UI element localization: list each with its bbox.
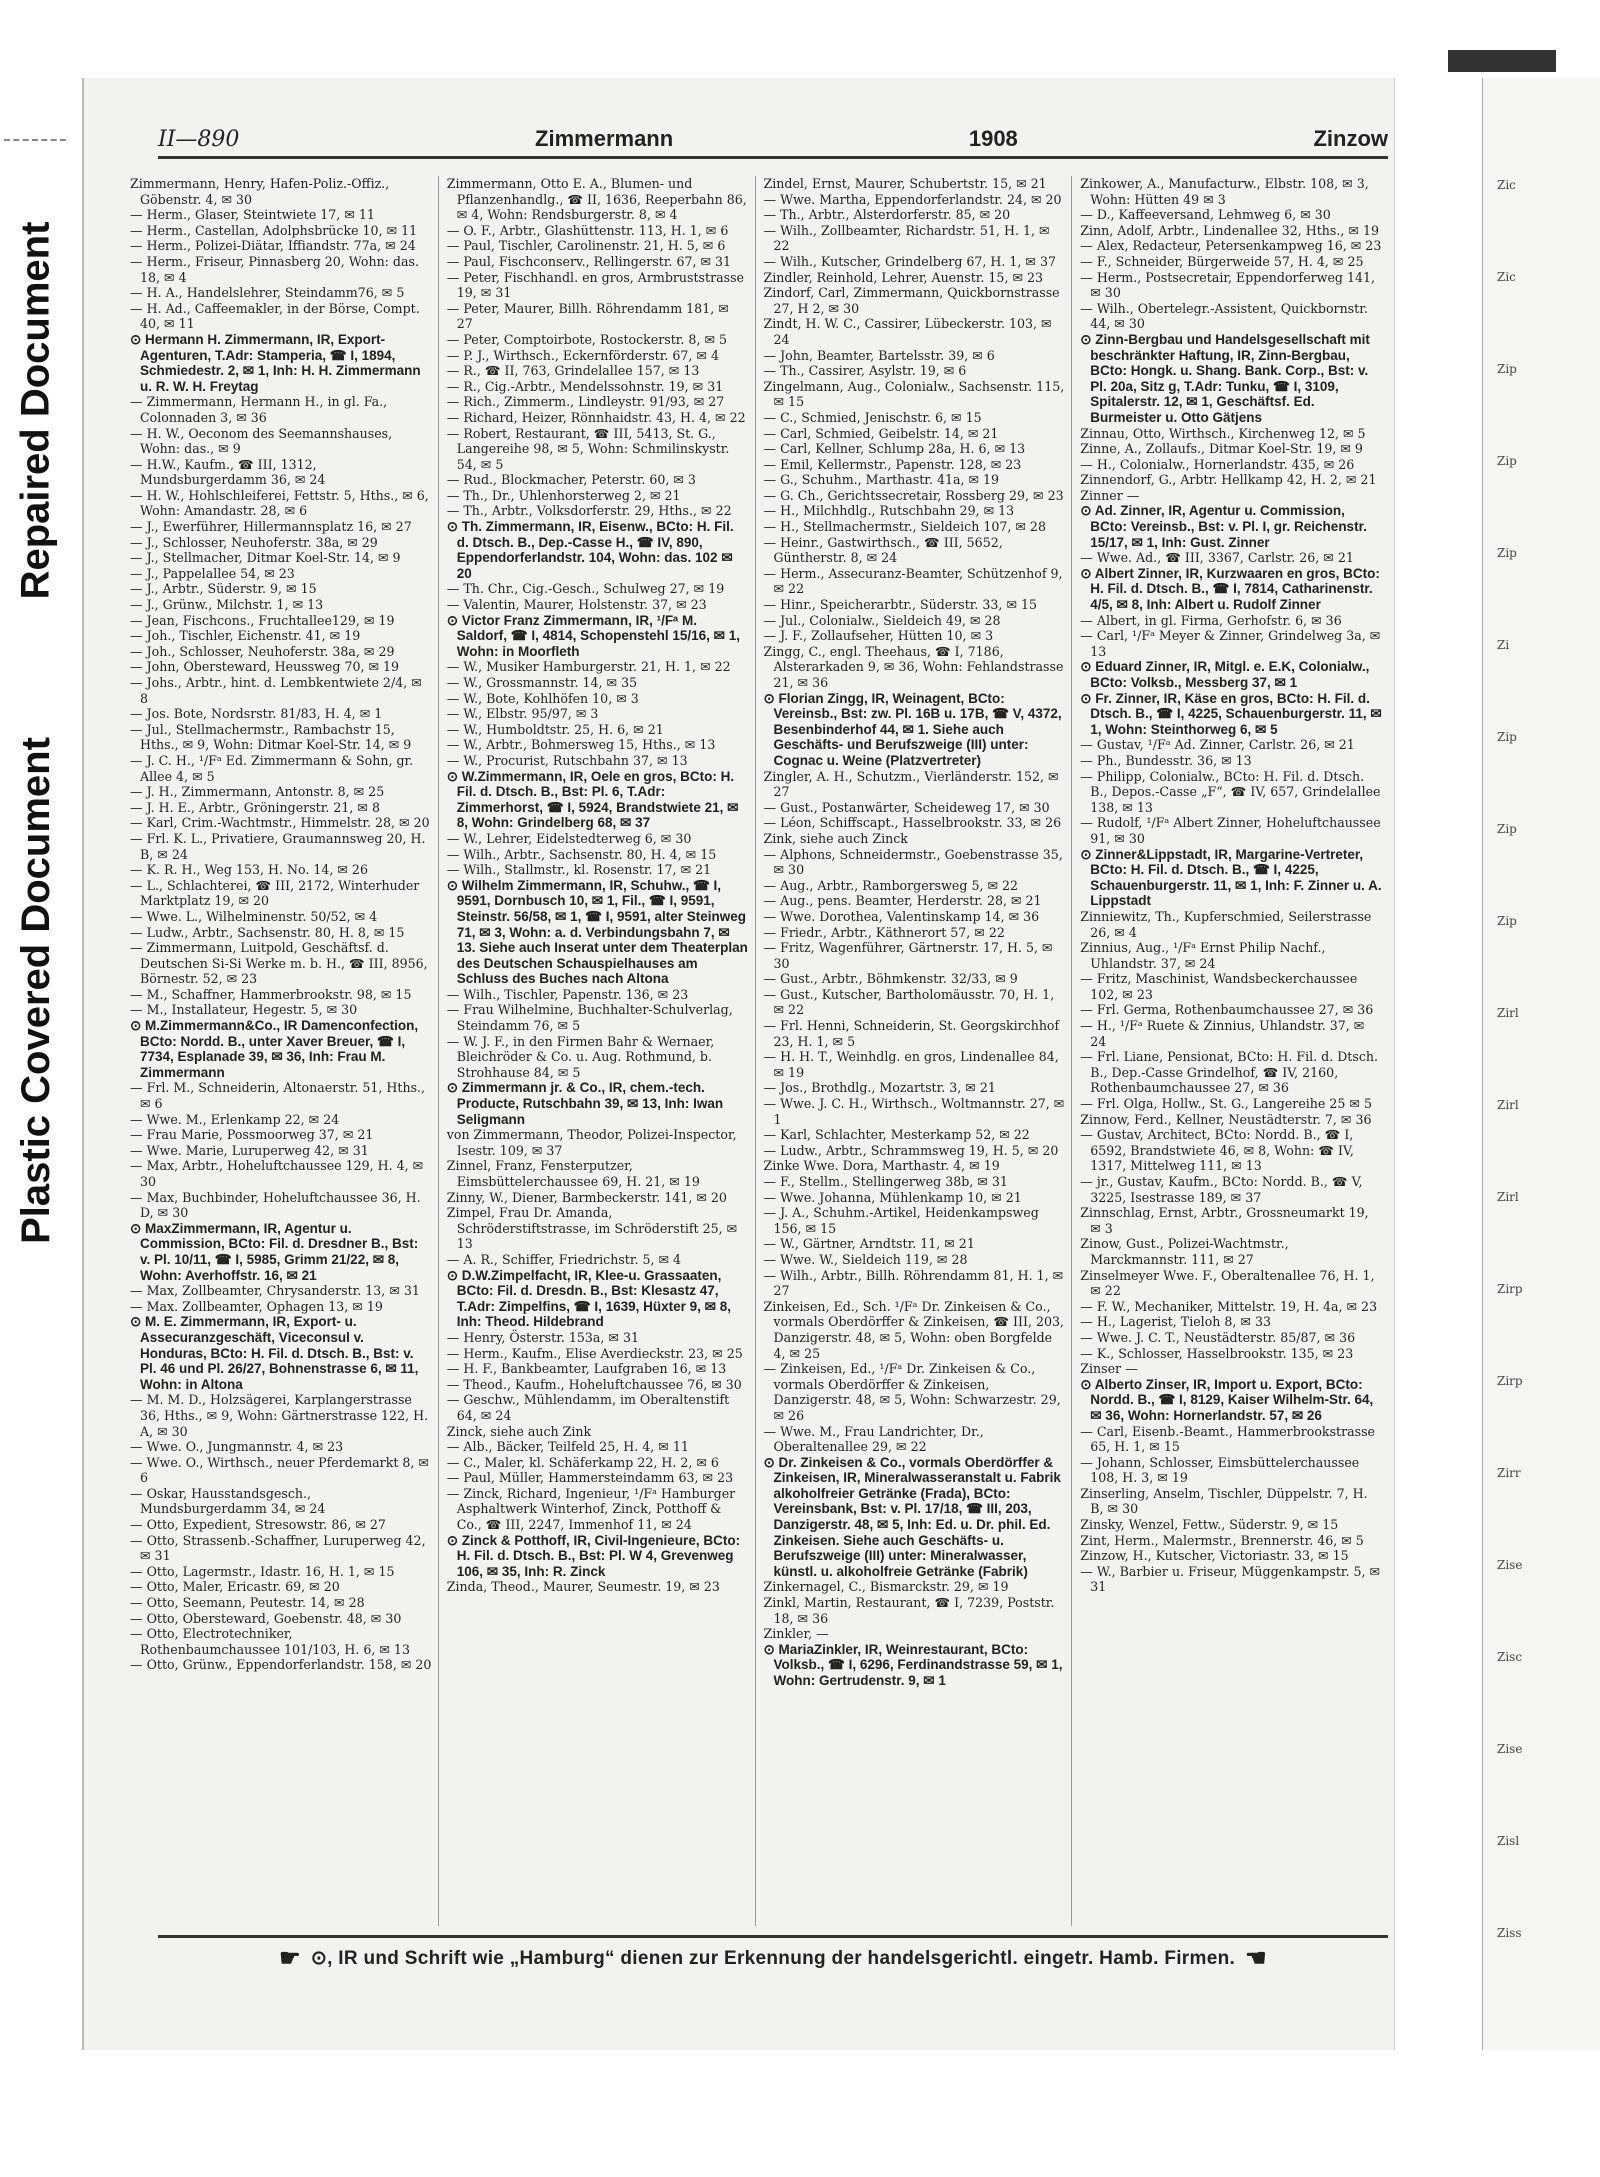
directory-entry: — A. R., Schiffer, Friedrichstr. 5, ✉ 4	[446, 1251, 682, 1267]
directory-entry: — Ludw., Arbtr., Schrammsweg 19, H. 5, ✉ 20	[763, 1142, 1059, 1158]
directory-entry: — Wwe. W., Sieldeich 119, ✉ 28	[763, 1251, 968, 1267]
directory-entry: Zink, siehe auch Zinck	[763, 830, 908, 846]
directory-entry: Zinserling, Anselm, Tischler, Düppelstr. 7, H. B, ✉ 30	[1080, 1485, 1368, 1517]
firm-entry: ⊙ MaxZimmermann, IR, Agentur u. Commission, BCto: Fil. d. Dresdner B., Bst: v. Pl. 10/11, ☎ I, 5985, Grimm 21/22, ✉ 8, Wohn: Averhoffstr. 16, ✉ 21	[130, 1220, 419, 1283]
directory-entry: Zint, Herm., Malermstr., Brennerstr. 46, ✉ 5	[1080, 1532, 1364, 1548]
adjacent-page-fragment: Zirp	[1497, 1374, 1523, 1388]
page-footer	[158, 1935, 1388, 1978]
adjacent-page-fragment: Zic	[1497, 178, 1516, 192]
adjacent-page-fragment: Zise	[1497, 1742, 1523, 1756]
directory-entry: — Otto, Expedient, Stresowstr. 86, ✉ 27	[130, 1517, 386, 1533]
directory-entry: — Peter, Maurer, Billh. Röhrendamm 181, ✉ 27	[446, 300, 729, 332]
directory-entry: — Otto, Seemann, Peutestr. 14, ✉ 28	[130, 1595, 365, 1611]
directory-entry: — Karl, Crim.-Wachtmstr., Himmelstr. 28, ✉ 20	[130, 815, 430, 831]
directory-entry: — W., Procurist, Rutschbahn 37, ✉ 13	[446, 752, 688, 768]
adjacent-page-fragment: Zip	[1497, 362, 1517, 376]
directory-entry: — Heinr., Gastwirthsch., ☎ III, 5652, Güntherstr. 8, ✉ 24	[763, 534, 1003, 566]
directory-entry: — K. R. H., Weg 153, H. No. 14, ✉ 26	[130, 862, 368, 878]
directory-entry: — Joh., Tischler, Eichenstr. 41, ✉ 19	[130, 628, 361, 644]
directory-entry: — Henry, Österstr. 153a, ✉ 31	[446, 1329, 639, 1345]
directory-entry: — H., Milchhdlg., Rutschbahn 29, ✉ 13	[763, 503, 1015, 519]
directory-entry: — Zimmermann, Luitpold, Geschäftsf. d. Deutschen Si-Si Werke m. b. H., ☎ III, 8956, Börnestr. 52, ✉ 23	[130, 940, 428, 987]
firm-entry: ⊙ M. E. Zimmermann, IR, Export- u. Assecuranzgeschäft, Viceconsul v. Honduras, BCto: H. Fil. d. Dtsch. B., Bst: v. Pl. 46 und Pl. 26/27, Bohnenstrasse 6, ✉ 11, Wohn: in Altona	[130, 1314, 419, 1392]
directory-entry: Zinkler, —	[763, 1626, 829, 1642]
directory-entry: — J. F., Zollaufseher, Hütten 10, ✉ 3	[763, 628, 994, 644]
directory-entry: — Wwe. O., Jungmannstr. 4, ✉ 23	[130, 1439, 344, 1455]
directory-entry: — Wwe. M., Frau Landrichter, Dr., Oberaltenallee 29, ✉ 22	[763, 1423, 984, 1455]
directory-entry: — Wilh., Stallmstr., kl. Rosenstr. 17, ✉ 21	[446, 862, 712, 878]
directory-entry: — Herm., Kaufm., Elise Averdieckstr. 23, ✉ 25	[446, 1345, 743, 1361]
directory-entry: — H., ¹/Fᵃ Ruete & Zinnius, Uhlandstr. 37, ✉ 24	[1080, 1018, 1365, 1049]
firm-entry: ⊙ Hermann H. Zimmermann, IR, Export-Agenturen, T.Adr: Stamperia, ☎ I, 1894, Schmiedestr. 2, ✉ 1, Inh: H. H. Zimmermann u. R. W. H. Freytag	[130, 331, 421, 394]
directory-columns	[130, 176, 1388, 1926]
column-4	[1080, 176, 1388, 1926]
directory-entry: — F., Schneider, Bürgerweide 57, H. 4, ✉ 25	[1080, 253, 1364, 269]
directory-entry: Zimmermann, Henry, Hafen-Poliz.-Offiz., Göbenstr. 4, ✉ 30	[130, 176, 390, 207]
directory-entry: — Alb., Bäcker, Teilfeld 25, H. 4, ✉ 11	[446, 1439, 689, 1455]
directory-entry: Zinselmeyer Wwe. F., Oberaltenallee 76, H. 1, ✉ 22	[1080, 1267, 1375, 1299]
directory-entry: Zimpel, Frau Dr. Amanda, Schröderstiftstrasse, im Schröderstift 25, ✉ 13	[446, 1205, 738, 1252]
directory-entry: — Zinck, Richard, Ingenieur, ¹/Fᵃ Hamburger Asphaltwerk Winterhof, Zinck, Potthoff & Co., ☎ III, 2247, Immenhof 11, ✉ 24	[446, 1485, 736, 1533]
directory-entry: — John, Obersteward, Heussweg 70, ✉ 19	[130, 659, 400, 675]
directory-entry: — W., Elbstr. 95/97, ✉ 3	[446, 706, 599, 722]
directory-entry: — Wilh., Tischler, Papenstr. 136, ✉ 23	[446, 986, 689, 1002]
directory-entry: — Gust., Postanwärter, Scheideweg 17, ✉ 30	[763, 799, 1050, 815]
directory-entry: — Max. Zollbeamter, Ophagen 13, ✉ 19	[130, 1298, 383, 1314]
directory-entry: — Carl, Eisenb.-Beamt., Hammerbrookstrasse 65, H. 1, ✉ 15	[1080, 1423, 1375, 1455]
firm-entry: ⊙ MariaZinkler, IR, Weinrestaurant, BCto: Volksb., ☎ I, 6296, Ferdinandstrasse 59, ✉ 1, Wohn: Gertrudenstr. 9, ✉ 1	[763, 1641, 1063, 1688]
directory-entry: — W. J. F., in den Firmen Bahr & Wernaer, Bleichröder & Co. u. Aug. Rothmund, b. Strohhause 84, ✉ 5	[446, 1033, 715, 1080]
directory-entry: Zinkeisen, Ed., Sch. ¹/Fᵃ Dr. Zinkeisen & Co., vormals Oberdörffer & Zinkeisen, ☎ III, 203, Danzigerstr. 48, ✉ 5, Wohn: oben Borgfelde 4, ✉ 25	[763, 1298, 1065, 1361]
repaired-document-text: Repaired Document	[13, 221, 58, 599]
adjacent-page-fragment: Zisc	[1497, 1650, 1523, 1664]
firm-entry: ⊙ W.Zimmermann, IR, Oele en gros, BCto: H. Fil. d. Dtsch. B., Bst: Pl. 6, T.Adr: Zimmerhorst, ☎ I, 5924, Brandstwiete 21, ✉ 8, Wohn: Grindelberg 68, ✉ 37	[446, 768, 739, 831]
repaired-document-label	[4, 150, 68, 670]
directory-entry: Zinner —	[1080, 487, 1140, 503]
directory-entry: — Joh., Schlosser, Neuhoferstr. 38a, ✉ 29	[130, 643, 395, 659]
directory-entry: — Herm., Postsecretair, Eppendorferweg 141, ✉ 30	[1080, 269, 1376, 301]
adjacent-page-fragment: Zip	[1497, 546, 1517, 560]
directory-entry: — Th. Chr., Cig.-Gesch., Schulweg 27, ✉ 19	[446, 581, 725, 597]
directory-entry: Zingg, C., engl. Theehaus, ☎ I, 7186, Alsterarkaden 9, ✉ 36, Wohn: Fehlandstrasse 21, ✉ 36	[763, 643, 1064, 690]
directory-entry: — Fritz, Wagenführer, Gärtnerstr. 17, H. 5, ✉ 30	[763, 940, 1053, 971]
directory-entry: Zinck, siehe auch Zink	[446, 1423, 592, 1439]
directory-entry: — Wilh., Zollbeamter, Richardstr. 51, H. 1, ✉ 22	[763, 222, 1050, 254]
directory-entry: — H. F., Bankbeamter, Laufgraben 16, ✉ 13	[446, 1361, 727, 1377]
directory-entry: — Oskar, Hausstandsgesch., Mundsburgerdamm 34, ✉ 24	[130, 1485, 326, 1517]
directory-entry: — Herm., Castellan, Adolphsbrücke 10, ✉ 11	[130, 222, 418, 238]
directory-entry: Zinke Wwe. Dora, Marthastr. 4, ✉ 19	[763, 1158, 1000, 1174]
directory-entry: — Emil, Kellermstr., Papenstr. 128, ✉ 23	[763, 456, 1022, 472]
directory-entry: — Wwe. L., Wilhelminenstr. 50/52, ✉ 4	[130, 908, 378, 924]
directory-entry: — Frl. Henni, Schneiderin, St. Georgskirchhof 23, H. 1, ✉ 5	[763, 1018, 1060, 1049]
page-number: II—890	[158, 127, 240, 152]
directory-entry: — Theod., Kaufm., Hoheluftchaussee 76, ✉ 30	[446, 1376, 742, 1392]
directory-entry: — R., Cig.-Arbtr., Mendelssohnstr. 19, ✉ 31	[446, 378, 724, 394]
plastic-covered-document-text: Plastic Covered Document	[13, 736, 58, 1244]
adjacent-page-fragment: Zirr	[1497, 1466, 1521, 1480]
directory-entry: — Th., Arbtr., Volksdorferstr. 29, Hths., ✉ 22	[446, 503, 732, 519]
directory-entry: — H. W., Oeconom des Seemannshauses, Wohn: das., ✉ 9	[130, 425, 393, 457]
directory-entry: Zinnau, Otto, Wirthsch., Kirchenweg 12, ✉ 5	[1080, 425, 1366, 441]
directory-entry: — Otto, Electrotechniker, Rothenbaumchaussee 101/103, H. 6, ✉ 13	[130, 1626, 410, 1657]
column-1	[130, 176, 439, 1926]
directory-entry: — H.W., Kaufm., ☎ III, 1312, Mundsburgerdamm 36, ✉ 24	[130, 456, 326, 488]
directory-entry: — Otto, Obersteward, Goebenstr. 48, ✉ 30	[130, 1610, 402, 1626]
adjacent-page-fragment: Zic	[1497, 270, 1516, 284]
directory-entry: — J. A., Schuhm.-Artikel, Heidenkampsweg 156, ✉ 15	[763, 1205, 1039, 1236]
directory-entry: — W., Musiker Hamburgerstr. 21, H. 1, ✉ 22	[446, 659, 731, 675]
directory-entry: Zinda, Theod., Maurer, Seumestr. 19, ✉ 23	[446, 1579, 720, 1595]
directory-entry: — F., Stellm., Stellingerweg 38b, ✉ 31	[763, 1174, 1008, 1189]
directory-entry: — Jul., Colonialw., Sieldeich 49, ✉ 28	[763, 612, 1001, 628]
directory-entry: — Jos. Bote, Nordsrstr. 81/83, H. 4, ✉ 1	[130, 706, 383, 722]
page-header	[158, 122, 1388, 159]
directory-entry: — Gustav, ¹/Fᵃ Ad. Zinner, Carlstr. 26, ✉ 21	[1080, 737, 1355, 753]
directory-entry: — Wilh., Arbtr., Sachsenstr. 80, H. 4, ✉ 15	[446, 846, 717, 862]
adjacent-page-edge	[1482, 78, 1600, 2050]
adjacent-page-fragment: Ziss	[1497, 1926, 1522, 1940]
directory-entry: — J., Stellmacher, Ditmar Koel-Str. 14, ✉ 9	[130, 550, 401, 566]
directory-entry: — Gust., Arbtr., Böhmkenstr. 32/33, ✉ 9	[763, 971, 1018, 987]
directory-entry: — Wilh., Kutscher, Grindelberg 67, H. 1, ✉ 37	[763, 253, 1057, 269]
directory-entry: — John, Beamter, Bartelsstr. 39, ✉ 6	[763, 347, 995, 363]
adjacent-page-fragment: Zip	[1497, 730, 1517, 744]
scan-margin-line	[4, 139, 66, 141]
directory-entry: — J. H., Zimmermann, Antonstr. 8, ✉ 25	[130, 784, 385, 800]
plastic-covered-document-label	[4, 720, 68, 1260]
directory-entry: — Herm., Polizei-Diätar, Iffiandstr. 77a, ✉ 24	[130, 238, 416, 254]
directory-entry: — Johann, Schlosser, Eimsbüttelerchaussee 108, H. 3, ✉ 19	[1080, 1454, 1360, 1486]
directory-entry: — Friedr., Arbtr., Käthnerort 57, ✉ 22	[763, 924, 1005, 940]
directory-entry: — J., Pappelallee 54, ✉ 23	[130, 565, 295, 581]
adjacent-page-fragment: Zisl	[1497, 1834, 1520, 1848]
directory-entry: — Frau Marie, Possmoorweg 37, ✉ 21	[130, 1127, 374, 1143]
directory-entry: — W., Gärtner, Arndtstr. 11, ✉ 21	[763, 1236, 975, 1252]
directory-entry: — R., ☎ II, 763, Grindelallee 157, ✉ 13	[446, 363, 700, 379]
directory-entry: — Wwe. O., Wirthsch., neuer Pferdemarkt 8, ✉ 6	[130, 1454, 429, 1486]
firm-entry: ⊙ Victor Franz Zimmermann, IR, ¹/Fᵃ M. Saldorf, ☎ I, 4814, Schopenstehl 15/16, ✉ 1, Wohn: in Moorfleth	[446, 612, 740, 659]
directory-entry: — Gustav, Architect, BCto: Nordd. B., ☎ I, 6592, Brandstwiete 46, ✉ 8, Wohn: ☎ IV, 1317, Mittelweg 111, ✉ 13	[1080, 1127, 1354, 1174]
firm-entry: ⊙ Ad. Zinner, IR, Agentur u. Commission, BCto: Vereinsb., Bst: v. Pl. I, gr. Reichenstr. 15/17, ✉ 1, Inh: Gust. Zinner	[1080, 503, 1367, 550]
directory-entry: Zindel, Ernst, Maurer, Schubertstr. 15, ✉ 21	[763, 176, 1047, 191]
directory-entry: Zinne, A., Zollaufs., Ditmar Koel-Str. 19, ✉ 9	[1080, 441, 1363, 457]
adjacent-page-fragment: Zi	[1497, 638, 1510, 652]
directory-entry: Zinkower, A., Manufacturw., Elbstr. 108, ✉ 3, Wohn: Hütten 49 ✉ 3	[1080, 176, 1369, 207]
directory-entry: — M., Schaffner, Hammerbrookstr. 98, ✉ 15	[130, 986, 412, 1002]
directory-entry: Zinsky, Wenzel, Fettw., Süderstr. 9, ✉ 15	[1080, 1517, 1339, 1533]
firm-entry: ⊙ Albert Zinner, IR, Kurzwaaren en gros, BCto: H. Fil. d. Dtsch. B., ☎ I, 7814, Catharinenstr. 4/5, ✉ 8, Inh: Albert u. Rudolf Zinner	[1080, 565, 1380, 613]
directory-entry: Zinkernagel, C., Bismarckstr. 29, ✉ 19	[763, 1579, 1009, 1595]
directory-entry: — Max, Buchbinder, Hoheluftchaussee 36, H. D, ✉ 30	[130, 1189, 421, 1221]
directory-entry: — Rich., Zimmerm., Lindleystr. 91/93, ✉ 27	[446, 394, 725, 410]
directory-entry: — Max, Zollbeamter, Chrysanderstr. 13, ✉ 31	[130, 1283, 420, 1299]
directory-entry: — Max, Arbtr., Hoheluftchaussee 129, H. 4, ✉ 30	[130, 1158, 424, 1189]
firm-entry: ⊙ Zinck & Potthoff, IR, Civil-Ingenieure, BCto: H. Fil. d. Dtsch. B., Bst: Pl. W 4, Grevenweg 106, ✉ 35, Inh: R. Zinck	[446, 1532, 741, 1579]
directory-entry: — G. Ch., Gerichtssecretair, Rossberg 29, ✉ 23	[763, 487, 1064, 503]
directory-entry: — Otto, Lagermstr., Idastr. 16, H. 1, ✉ 15	[130, 1563, 395, 1579]
directory-entry: Zindorf, Carl, Zimmermann, Quickbornstrasse 27, H 2, ✉ 30	[763, 285, 1060, 316]
directory-entry: Zinow, Gust., Polizei-Wachtmstr., Marckmannstr. 111, ✉ 27	[1080, 1236, 1289, 1267]
directory-entry: — Frau Wilhelmine, Buchhalter-Schulverlag, Steindamm 76, ✉ 5	[446, 1002, 733, 1034]
directory-entry: Zinkl, Martin, Restaurant, ☎ I, 7239, Poststr. 18, ✉ 36	[763, 1595, 1055, 1626]
directory-entry: — J., Ewerführer, Hillermannsplatz 16, ✉ 27	[130, 519, 412, 535]
firm-entry: ⊙ D.W.Zimpelfacht, IR, Klee-u. Grassaaten, BCto: Fil. d. Dresdn. B., Bst: Klesastz 47, T.Adr: Zimpelfins, ☎ I, 1639, Hüxter 9, ✉ 8, Inh: Theod. Hildebrand	[446, 1267, 731, 1330]
directory-entry: Zindler, Reinhold, Lehrer, Auenstr. 15, ✉ 23	[763, 269, 1044, 285]
directory-entry: — Herm., Assecuranz-Beamter, Schützenhof 9, ✉ 22	[763, 565, 1063, 597]
directory-entry: — Fritz, Maschinist, Wandsbeckerchaussee 102, ✉ 23	[1080, 971, 1358, 1002]
directory-entry: — Geschw., Mühlendamm, im Oberaltenstift 64, ✉ 24	[446, 1392, 730, 1423]
directory-entry: — Ludw., Arbtr., Sachsenstr. 80, H. 8, ✉ 15	[130, 924, 405, 940]
header-last-word: Zinzow	[1313, 126, 1388, 151]
pointing-hand-left-icon: ☛	[279, 1944, 301, 1972]
directory-entry: — W., Grossmannstr. 14, ✉ 35	[446, 675, 638, 690]
directory-entry: — Otto, Strassenb.-Schaffner, Luruperweg 42, ✉ 31	[130, 1532, 426, 1564]
directory-entry: — H., Stellmachermstr., Sieldeich 107, ✉ 28	[763, 519, 1046, 535]
directory-entry: — O. F., Arbtr., Glashüttenstr. 113, H. 1, ✉ 6	[446, 222, 729, 238]
directory-entry: — H. A., Handelslehrer, Steindamm76, ✉ 5	[130, 285, 405, 301]
directory-entry: — Paul, Fischconserv., Rellingerstr. 67, ✉ 31	[446, 253, 732, 269]
directory-entry: — Frl. Olga, Hollw., St. G., Langereihe 25 ✉ 5	[1080, 1096, 1372, 1112]
directory-entry: — W., Barbier u. Friseur, Müggenkampstr. 5, ✉ 31	[1080, 1563, 1381, 1595]
directory-entry: — Paul, Tischler, Carolinenstr. 21, H. 5, ✉ 6	[446, 238, 726, 254]
directory-entry: — Th., Dr., Uhlenhorsterweg 2, ✉ 21	[446, 487, 681, 503]
header-year: 1908	[968, 126, 1018, 151]
directory-entry: — Wwe. Ad., ☎ III, 3367, Carlstr. 26, ✉ 21	[1080, 550, 1354, 566]
directory-entry: von Zimmermann, Theodor, Polizei-Inspector, Isestr. 109, ✉ 37	[446, 1127, 737, 1158]
firm-entry: ⊙ Alberto Zinser, IR, Import u. Export, BCto: Nordd. B., ☎ I, 8129, Kaiser Wilhelm-Str. 64, ✉ 36, Wohn: Hornerlandstr. 57, ✉ 26	[1080, 1376, 1374, 1423]
directory-entry: — Carl, ¹/Fᵃ Meyer & Zinner, Grindelweg 3a, ✉ 13	[1080, 628, 1381, 659]
directory-entry: — W., Arbtr., Bohmersweg 15, Hths., ✉ 13	[446, 737, 716, 753]
directory-entry: — Aug., Arbtr., Ramborgersweg 5, ✉ 22	[763, 877, 1019, 893]
directory-entry: — Frl. M., Schneiderin, Altonaerstr. 51, Hths., ✉ 6	[130, 1080, 426, 1112]
directory-entry: Zinnendorf, G., Arbtr. Hellkamp 42, H. 2, ✉ 21	[1080, 472, 1377, 488]
directory-entry: — C., Maler, kl. Schäferkamp 22, H. 2, ✉ 6	[446, 1454, 719, 1470]
directory-entry: Zinnow, Ferd., Kellner, Neustädterstr. 7, ✉ 36	[1080, 1111, 1372, 1127]
firm-entry: ⊙ Fr. Zinner, IR, Käse en gros, BCto: H. Fil. d. Dtsch. B., ☎ I, 4225, Schauenburgerstr. 11, ✉ 1, Wohn: Steinthorweg 6, ✉ 5	[1080, 690, 1382, 737]
directory-entry: — jr., Gustav, Kaufm., BCto: Nordd. B., ☎ V, 3225, Isestrasse 189, ✉ 37	[1080, 1174, 1363, 1205]
directory-entry: — Carl, Kellner, Schlump 28a, H. 6, ✉ 13	[763, 441, 1026, 457]
firm-entry: ⊙ Dr. Zinkeisen & Co., vormals Oberdörffer & Zinkeisen, IR, Mineralwasseranstalt u. Fabrik alkoholfreier Getränke (Frada), BCto: Vereinsbank, Bst: v. Pl. 17/18, ☎ III, 203, Danzigerstr. 48, ✉ 5, Inh: Ed. u. Dr. phil. Ed. Zinkeisen. Siehe auch Geschäfts- u. Berufszweige (III) unter: Mineralwasser, künstl. u. alkoholfreie Getränke (Fabrik)	[763, 1454, 1061, 1579]
firm-entry: ⊙ M.Zimmermann&Co., IR Damenconfection, BCto: Nordd. B., unter Xaver Breuer, ☎ I, 7734, Esplanade 39, ✉ 36, Inh: Frau M. Zimmermann	[130, 1018, 419, 1080]
firm-entry: ⊙ Zinner&Lippstadt, IR, Margarine-Vertreter, BCto: H. Fil. d. Dtsch. B., ☎ I, 4225, Schauenburgerstr. 11, ✉ 1, Inh: F. Zinner u. A. Lippstadt	[1080, 846, 1382, 909]
directory-entry: — Wwe. J. C. H., Wirthsch., Woltmannstr. 27, ✉ 1	[763, 1096, 1065, 1127]
directory-entry: — H. H. T., Weinhdlg. en gros, Lindenallee 84, ✉ 19	[763, 1049, 1059, 1080]
directory-entry: — Robert, Restaurant, ☎ III, 5413, St. G., Langereihe 98, ✉ 5, Wohn: Schmilinskystr. 54, ✉ 5	[446, 425, 730, 472]
directory-entry: Zinny, W., Diener, Barmbeckerstr. 141, ✉ 20	[446, 1189, 727, 1205]
adjacent-page-fragment: Zip	[1497, 914, 1517, 928]
directory-entry: — Zinkeisen, Ed., ¹/Fᵃ Dr. Zinkeisen & Co., vormals Oberdörffer & Zinkeisen, Danzigerstr. 48, ✉ 5, Wohn: Schwarzestr. 29, ✉ 26	[763, 1361, 1061, 1423]
directory-entry: Zimmermann, Otto E. A., Blumen- und Pflanzenhandlg., ☎ II, 1636, Reeperbahn 86, ✉ 4, Wohn: Rendsburgerstr. 8, ✉ 4	[446, 176, 747, 223]
directory-entry: — Carl, Schmied, Geibelstr. 14, ✉ 21	[763, 425, 999, 441]
directory-entry: — H., Lagerist, Tieloh 8, ✉ 33	[1080, 1314, 1272, 1330]
adjacent-page-fragment: Zip	[1497, 454, 1517, 468]
adjacent-page-fragment: Zirl	[1497, 1006, 1519, 1020]
directory-entry: — F. W., Mechaniker, Mittelstr. 19, H. 4a, ✉ 23	[1080, 1298, 1378, 1314]
directory-entry: — Jul., Stellmachermstr., Rambachstr 15, Hths., ✉ 9, Wohn: Ditmar Koel-Str. 14, ✉ 9	[130, 721, 412, 753]
directory-entry: — Karl, Schlachter, Mesterkamp 52, ✉ 22	[763, 1127, 1030, 1143]
directory-entry: — J. H. E., Arbtr., Gröningerstr. 21, ✉ 8	[130, 799, 380, 815]
directory-entry: — Peter, Fischhandl. en gros, Armbruststrasse 19, ✉ 31	[446, 269, 744, 301]
directory-entry: — L., Schlachterei, ☎ III, 2172, Winterhuder Marktplatz 19, ✉ 20	[130, 877, 420, 909]
directory-entry: — Wwe. M., Erlenkamp 22, ✉ 24	[130, 1111, 340, 1127]
directory-entry: — Hinr., Speicherarbtr., Süderstr. 33, ✉ 15	[763, 597, 1038, 613]
directory-entry: — Wilh., Obertelegr.-Assistent, Quickbornstr. 44, ✉ 30	[1080, 300, 1368, 332]
pointing-hand-right-icon: ☚	[1245, 1944, 1267, 1972]
directory-entry: — Johs., Arbtr., hint. d. Lembkentwiete 2/4, ✉ 8	[130, 675, 422, 706]
directory-entry: Zindt, H. W. C., Cassirer, Lübeckerstr. 103, ✉ 24	[763, 316, 1052, 347]
directory-entry: — Peter, Comptoirbote, Rostockerstr. 8, ✉ 5	[446, 331, 728, 347]
directory-entry: — Otto, Maler, Ericastr. 69, ✉ 20	[130, 1579, 340, 1595]
directory-entry: — Wwe. Marie, Luruperweg 42, ✉ 31	[130, 1142, 369, 1158]
directory-entry: — W., Lehrer, Eidelstedterweg 6, ✉ 30	[446, 830, 692, 846]
adjacent-page-fragment: Zip	[1497, 822, 1517, 836]
directory-entry: — Frl. K. L., Privatiere, Graumannsweg 20, H. B, ✉ 24	[130, 830, 426, 862]
firm-entry: ⊙ Florian Zingg, IR, Weinagent, BCto: Vereinsb., Bst: zw. Pl. 16B u. 17B, ☎ V, 4372, Besenbinderhof 44, ✉ 1. Siehe auch Geschäfts- und Berufszweige (III) unter: Cognac u. Weine (Platzvertreter)	[763, 690, 1062, 768]
firm-entry: ⊙ Wilhelm Zimmermann, IR, Schuhw., ☎ I, 9591, Dornbusch 10, ✉ 1, Fil., ☎ I, 9591, Steinstr. 56/58, ✉ 1, ☎ I, 9591, alter Steinweg 71, ✉ 3, Wohn: a. d. Verbindungsbahn 7, ✉ 13. Siehe auch Inserat unter dem Theaterplan des Deutschen Schauspielhauses am Schluss des Buches nach Altona	[446, 877, 748, 987]
directory-entry: — Otto, Grünw., Eppendorferlandstr. 158, ✉ 20	[130, 1657, 432, 1673]
directory-entry: Zingelmann, Aug., Colonialw., Sachsenstr. 115, ✉ 15	[763, 378, 1065, 410]
directory-entry: — Rud., Blockmacher, Peterstr. 60, ✉ 3	[446, 472, 696, 488]
directory-entry: — Alphons, Schneidermstr., Goebenstrasse 35, ✉ 30	[763, 846, 1063, 878]
directory-entry: — Aug., pens. Beamter, Herderstr. 28, ✉ 21	[763, 893, 1042, 909]
directory-entry: — Paul, Müller, Hammersteindamm 63, ✉ 23	[446, 1470, 734, 1486]
directory-entry: Zinniewitz, Th., Kupferschmied, Seilerstrasse 26, ✉ 4	[1080, 908, 1372, 940]
adjacent-page-fragment: Zirp	[1497, 1282, 1523, 1296]
directory-entry: — Jean, Fischcons., Fruchtallee129, ✉ 19	[130, 612, 395, 628]
footer-note: ⊙, IR und Schrift wie „Hamburg“ dienen zur Erkennung der handelsgerichtl. eingetr. Hamb. Firmen.	[310, 1947, 1236, 1969]
directory-entry: — Frl. Germa, Rothenbaumchaussee 27, ✉ 36	[1080, 1002, 1374, 1018]
directory-entry: — Gust., Kutscher, Bartholomäusstr. 70, H. 1, ✉ 22	[763, 986, 1055, 1018]
directory-entry: — K., Schlosser, Hasselbrookstr. 135, ✉ 23	[1080, 1345, 1354, 1361]
directory-entry: — Th., Cassirer, Asylstr. 19, ✉ 6	[763, 363, 967, 379]
directory-entry: — Herm., Friseur, Pinnasberg 20, Wohn: das. 18, ✉ 4	[130, 253, 419, 285]
column-3	[764, 176, 1073, 1926]
firm-entry: ⊙ Eduard Zinner, IR, Mitgl. e. E.K, Colonialw., BCto: Volksb., Messberg 37, ✉ 1	[1080, 659, 1370, 690]
directory-entry: — D., Kaffeeversand, Lehmweg 6, ✉ 30	[1080, 207, 1331, 223]
directory-entry: — H., Colonialw., Hornerlandstr. 435, ✉ 26	[1080, 456, 1355, 472]
firm-entry: ⊙ Zimmermann jr. & Co., IR, chem.-tech. Producte, Rutschbahn 39, ✉ 13, Inh: Iwan Seligmann	[446, 1080, 724, 1127]
directory-entry: — Wwe. Martha, Eppendorferlandstr. 24, ✉ 20	[763, 191, 1062, 207]
firm-entry: ⊙ Zinn-Bergbau und Handelsgesellschaft mit beschränkter Haftung, IR, Zinn-Bergbau, BCto: Hongk. u. Shang. Bank. Corp., Bst: v. Pl. 20a, Sitz g, T.Adr: Tunku, ☎ I, 3109, Spitalerstr. 12, ✉ 1, Geschäftsf. Ed. Burmeister u. Otto Gätjens	[1080, 331, 1370, 425]
directory-entry: — P. J., Wirthsch., Eckernförderstr. 67, ✉ 4	[446, 347, 719, 363]
directory-entry: — J. C. H., ¹/Fᵃ Ed. Zimmermann & Sohn, gr. Allee 4, ✉ 5	[130, 752, 414, 784]
directory-entry: — Ph., Bundesstr. 36, ✉ 13	[1080, 752, 1252, 768]
directory-entry: — Jos., Brothdlg., Mozartstr. 3, ✉ 21	[763, 1080, 996, 1096]
directory-entry: — Wilh., Arbtr., Billh. Röhrendamm 81, H. 1, ✉ 27	[763, 1267, 1064, 1299]
directory-entry: Zinn, Adolf, Arbtr., Lindenallee 32, Hths., ✉ 19	[1080, 222, 1379, 238]
directory-entry: — Léon, Schiffscapt., Hasselbrookstr. 33, ✉ 26	[763, 815, 1062, 831]
directory-entry: Zingler, A. H., Schutzm., Vierländerstr. 152, ✉ 27	[763, 768, 1059, 800]
directory-entry: — Herm., Glaser, Steintwiete 17, ✉ 11	[130, 207, 375, 223]
directory-entry: — Wwe. J. C. T., Neustädterstr. 85/87, ✉ 36	[1080, 1329, 1356, 1345]
directory-entry: Zinnschlag, Ernst, Arbtr., Grossneumarkt 19, ✉ 3	[1080, 1205, 1369, 1236]
directory-entry: — M. M. D., Holzsägerei, Karplangerstrasse 36, Hths., ✉ 9, Wohn: Gärtnerstrasse 122, H. A, ✉ 30	[130, 1392, 429, 1439]
directory-entry: — J., Arbtr., Süderstr. 9, ✉ 15	[130, 581, 317, 597]
adjacent-page-fragment: Zise	[1497, 1558, 1523, 1572]
directory-entry: — Philipp, Colonialw., BCto: H. Fil. d. Dtsch. B., Depos.-Casse „F“, ☎ IV, 657, Grindelallee 138, ✉ 13	[1080, 768, 1381, 815]
directory-entry: — J., Grünw., Milchstr. 1, ✉ 13	[130, 597, 324, 613]
directory-entry: — Wwe. Dorothea, Valentinskamp 14, ✉ 36	[763, 908, 1040, 924]
adjacent-page-fragment: Zirl	[1497, 1190, 1519, 1204]
directory-entry: Zinzow, H., Kutscher, Victoriastr. 33, ✉ 15	[1080, 1548, 1349, 1564]
directory-entry: Zinnel, Franz, Fensterputzer, Eimsbüttelerchaussee 69, H. 21, ✉ 19	[446, 1158, 700, 1189]
directory-entry: — G., Schuhm., Marthastr. 41a, ✉ 19	[763, 472, 1000, 488]
header-first-word: Zimmermann	[535, 126, 674, 151]
directory-entry: — Valentin, Maurer, Holstenstr. 37, ✉ 23	[446, 597, 707, 613]
firm-entry: ⊙ Th. Zimmermann, IR, Eisenw., BCto: H. Fil. d. Dtsch. B., Dep.-Casse H., ☎ IV, 890, Eppendorferlandstr. 104, Wohn: das. 102 ✉ 20	[446, 519, 734, 581]
directory-entry: — J., Schlosser, Neuhoferstr. 38a, ✉ 29	[130, 534, 378, 550]
directory-entry: Zinnius, Aug., ¹/Fᵃ Ernst Philip Nachf., Uhlandstr. 37, ✉ 24	[1080, 940, 1326, 971]
directory-entry: — C., Schmied, Jenischstr. 6, ✉ 15	[763, 409, 982, 425]
directory-entry: — W., Humboldtstr. 25, H. 6, ✉ 21	[446, 721, 664, 737]
scanner-clip	[1448, 50, 1556, 72]
directory-entry: — Albert, in gl. Firma, Gerhofstr. 6, ✉ 36	[1080, 612, 1342, 628]
directory-entry: — Zimmermann, Hermann H., in gl. Fa., Colonnaden 3, ✉ 36	[130, 394, 388, 425]
directory-entry: — Rudolf, ¹/Fᵃ Albert Zinner, Hoheluftchaussee 91, ✉ 30	[1080, 815, 1381, 846]
column-2	[447, 176, 756, 1926]
directory-entry: — Frl. Liane, Pensionat, BCto: H. Fil. d. Dtsch. B., Dep.-Casse Grindelhof, ☎ IV, 2160, Rothenbaumchaussee 27, ✉ 36	[1080, 1049, 1378, 1096]
directory-entry: — M., Installateur, Hegestr. 5, ✉ 30	[130, 1002, 358, 1018]
directory-entry: — Th., Arbtr., Alsterdorferstr. 85, ✉ 20	[763, 207, 1011, 223]
adjacent-page-fragment: Zirl	[1497, 1098, 1519, 1112]
directory-entry: — Alex, Redacteur, Petersenkampweg 16, ✉ 23	[1080, 238, 1382, 254]
directory-entry: — Wwe. Johanna, Mühlenkamp 10, ✉ 21	[763, 1189, 1022, 1205]
directory-entry: — Richard, Heizer, Rönnhaidstr. 43, H. 4, ✉ 22	[446, 409, 746, 425]
directory-entry: — W., Bote, Kohlhöfen 10, ✉ 3	[446, 690, 639, 706]
directory-entry: — H. Ad., Caffeemakler, in der Börse, Compt. 40, ✉ 11	[130, 300, 420, 332]
directory-entry: — H. W., Hohlschleiferei, Fettstr. 5, Hths., ✉ 6, Wohn: Amandastr. 28, ✉ 6	[130, 487, 429, 519]
directory-entry: Zinser —	[1080, 1361, 1138, 1377]
